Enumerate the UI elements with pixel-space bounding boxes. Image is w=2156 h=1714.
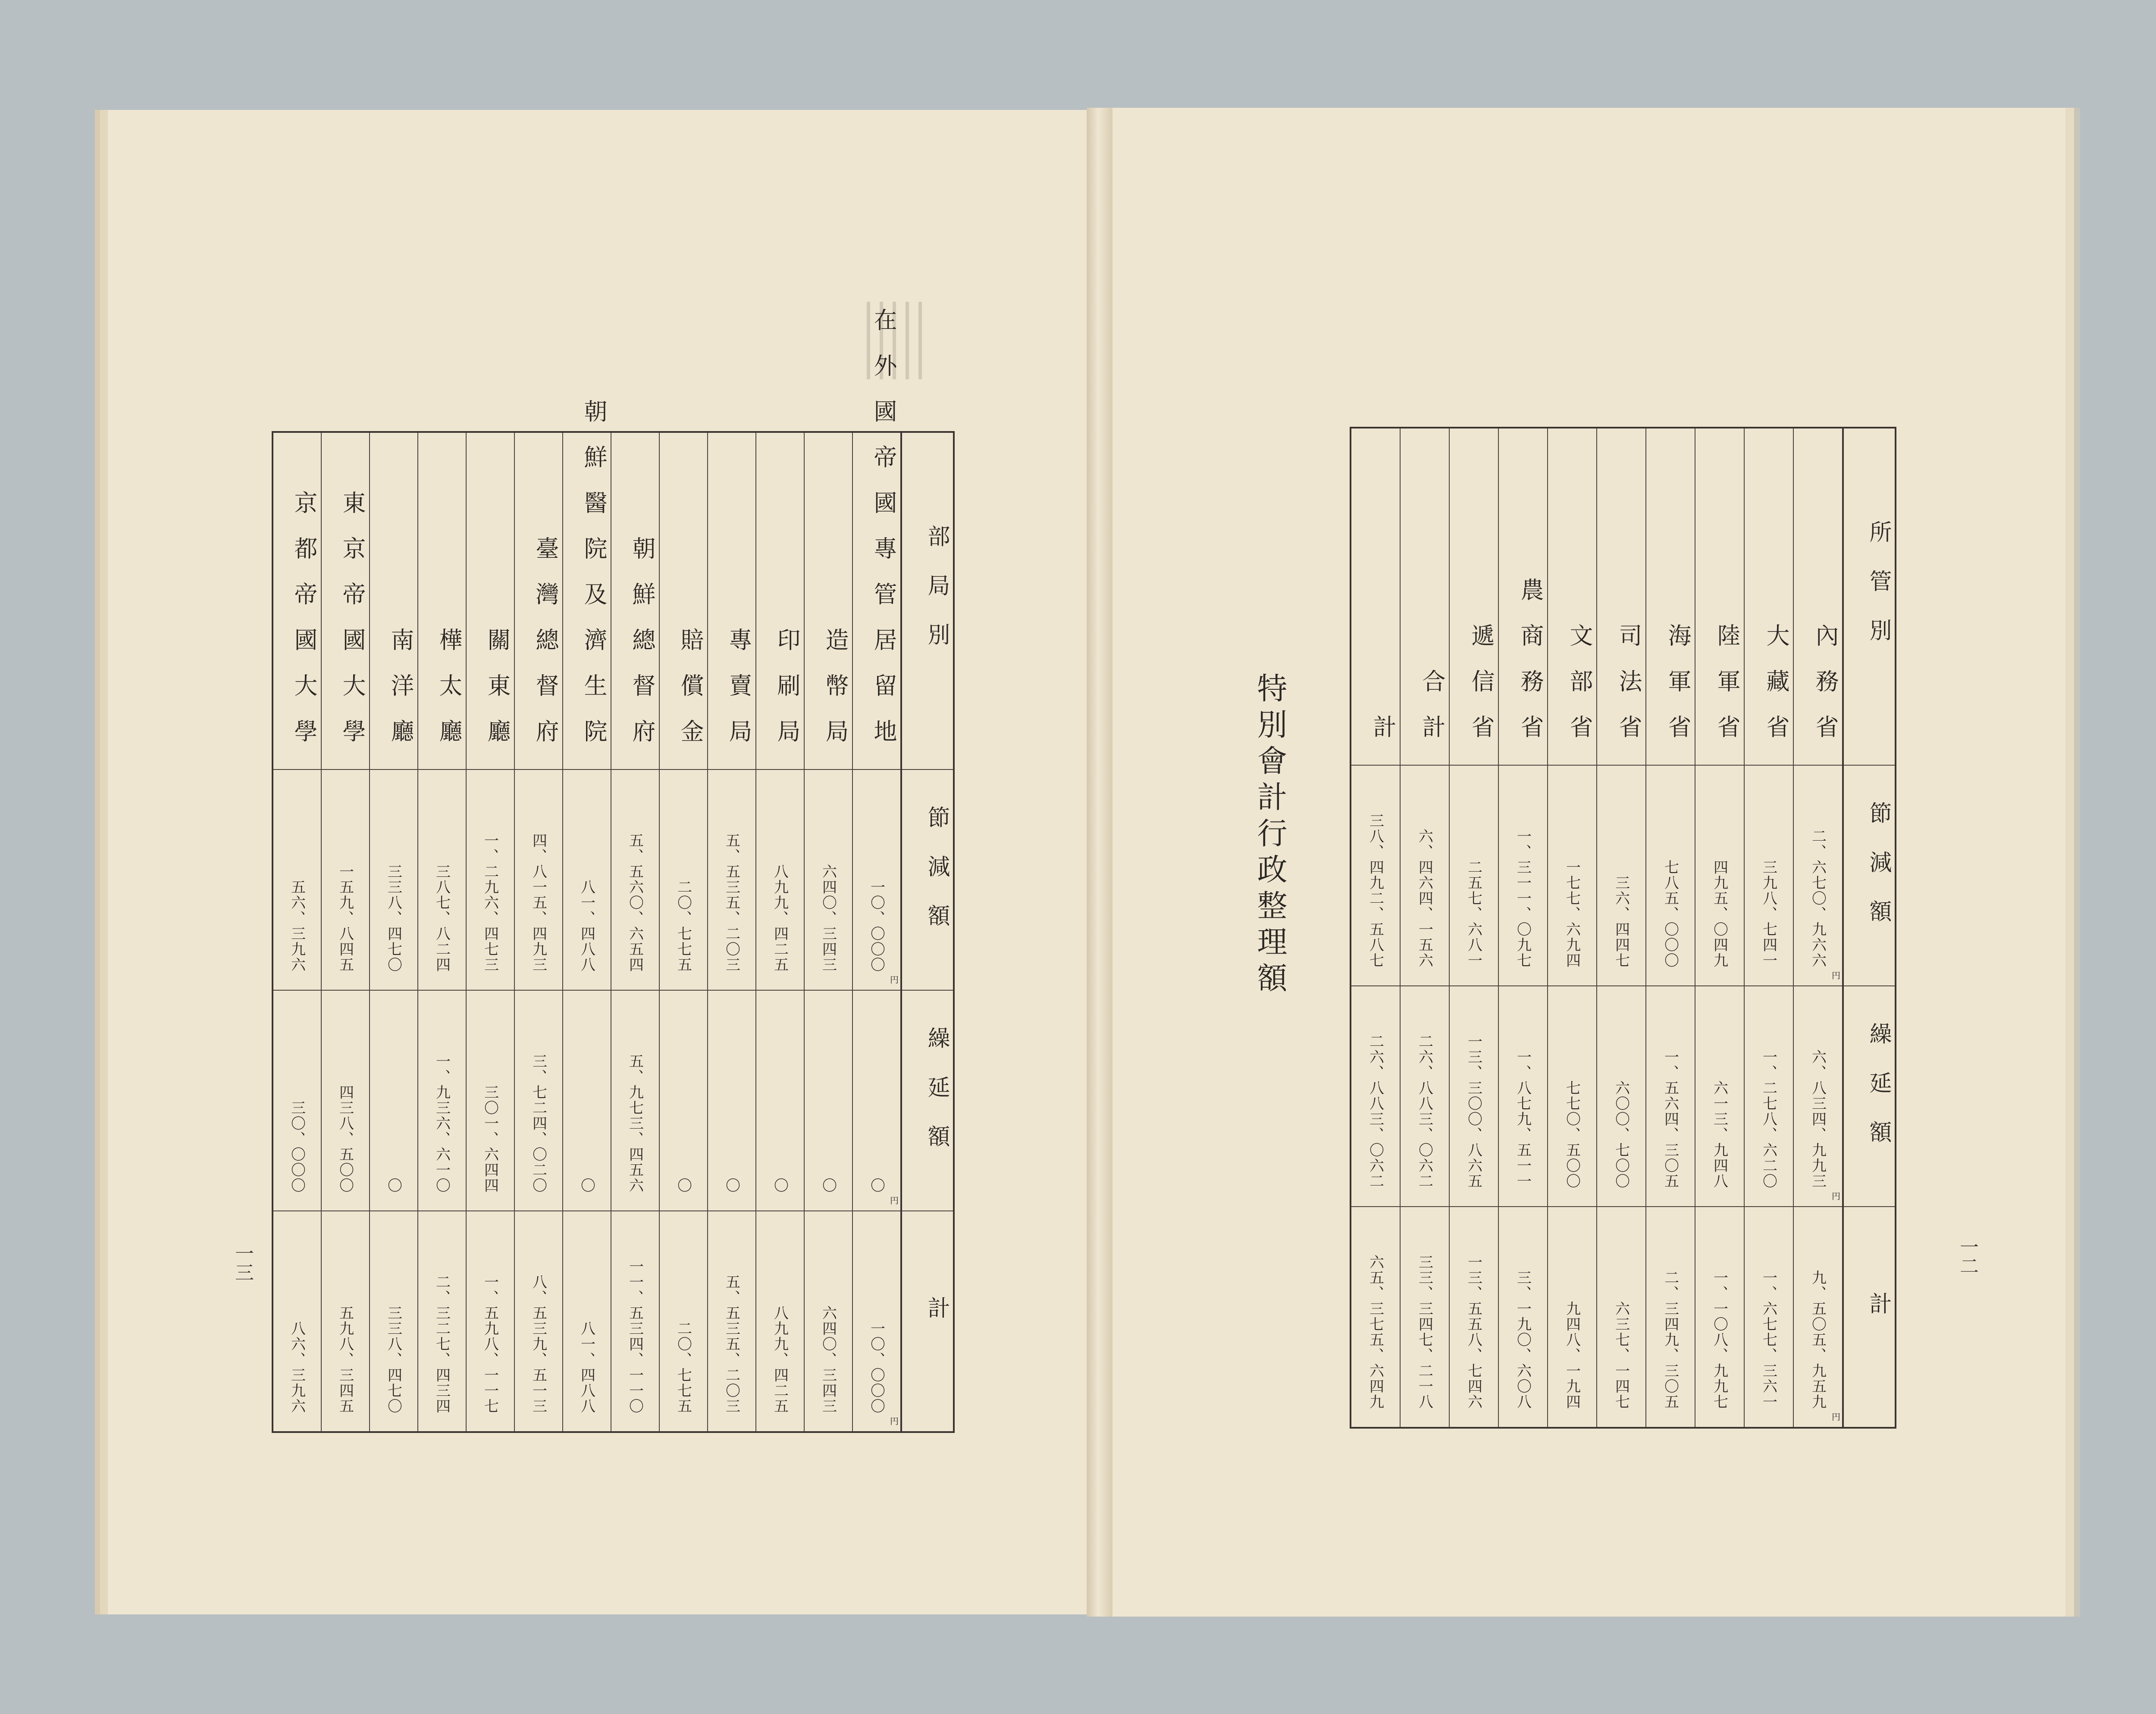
row-total-value: 八一、四八八 xyxy=(578,1321,595,1414)
right-ministry-table xyxy=(1350,427,1896,1429)
row-name-cell xyxy=(852,308,901,769)
row-name: 海軍省 xyxy=(1664,623,1692,760)
row-total-cell xyxy=(611,1211,659,1432)
row-savings-value: 六四〇、三四三 xyxy=(819,864,837,973)
header-savings-cell xyxy=(1843,765,1896,986)
row-total-cell xyxy=(1597,1207,1646,1428)
row-total-cell xyxy=(1449,1207,1498,1428)
row-name: 京都帝國大學 xyxy=(291,491,318,765)
row-deferred-value: 〇 xyxy=(723,1178,740,1193)
row-savings-cell xyxy=(756,769,804,990)
row-savings-value: 五六、三九六 xyxy=(288,879,306,973)
row-deferred-value: 二六、八八三、〇六二 xyxy=(1416,1034,1433,1189)
row-savings-value: 二、六七〇、九六六 xyxy=(1809,829,1827,968)
row-total-value: 一、一〇八、九九七 xyxy=(1711,1270,1728,1410)
row-name: 內務省 xyxy=(1812,623,1839,760)
row-total-cell xyxy=(563,1211,611,1432)
row-name-cell xyxy=(1351,428,1400,765)
header-savings-cell xyxy=(901,769,954,990)
row-deferred-cell xyxy=(273,990,321,1211)
row-total-value: 一一、五三四、一一〇 xyxy=(626,1259,644,1414)
row-total-cell xyxy=(1351,1207,1400,1428)
row-savings-cell xyxy=(708,769,756,990)
row-total-value: 一、六七七、三六一 xyxy=(1760,1270,1777,1410)
deferred-band xyxy=(1351,986,1896,1207)
header-total: 計 xyxy=(924,1296,950,1345)
row-name: 關東廳 xyxy=(484,628,511,765)
row-name-cell xyxy=(1548,428,1597,765)
row-total-cell xyxy=(708,1211,756,1432)
row-savings-value: 七八五、〇〇〇 xyxy=(1661,860,1679,968)
row-total-cell xyxy=(370,1211,418,1432)
yen-mark: 円 xyxy=(890,1195,899,1206)
row-deferred-cell xyxy=(1695,986,1744,1207)
row-name: 印刷局 xyxy=(774,628,801,765)
row-deferred-value: 三、七二四、〇二〇 xyxy=(530,1054,547,1193)
row-total-cell xyxy=(514,1211,563,1432)
row-name-cell xyxy=(321,432,370,769)
row-total-cell xyxy=(1793,1207,1843,1428)
row-savings-value: 三八七、八二四 xyxy=(433,864,451,973)
row-deferred-value: 六〇〇、七〇〇 xyxy=(1612,1080,1630,1189)
row-name-cell xyxy=(1498,428,1548,765)
row-name-cell xyxy=(1400,428,1449,765)
row-deferred-value: 五、九七三、四五六 xyxy=(626,1054,644,1193)
yen-mark: 円 xyxy=(890,1416,899,1426)
row-name-cell xyxy=(756,432,804,769)
row-total-value: 一三、五五八、七四六 xyxy=(1465,1254,1482,1410)
name-band xyxy=(273,432,954,769)
row-deferred-cell xyxy=(1400,986,1449,1207)
row-total-cell xyxy=(1498,1207,1548,1428)
row-name: 合計 xyxy=(1419,669,1446,760)
row-savings-value: 三八、四九二、五八七 xyxy=(1366,813,1384,968)
left-page-number: 一三 xyxy=(232,1244,254,1282)
row-total-cell xyxy=(273,1211,321,1432)
row-savings-value: 二〇、七七五 xyxy=(674,879,692,973)
row-savings-value: 三六、四四七 xyxy=(1612,875,1630,968)
row-savings-cell xyxy=(273,769,321,990)
row-deferred-cell xyxy=(321,990,370,1211)
row-name: 農商務省 xyxy=(1517,578,1544,760)
row-deferred-cell xyxy=(708,990,756,1211)
row-savings-value: 三九八、七四一 xyxy=(1760,860,1777,968)
name-band xyxy=(1351,428,1896,765)
row-total-value: 五九八、三四五 xyxy=(336,1305,354,1414)
row-name: 陸軍省 xyxy=(1714,623,1741,760)
row-savings-cell xyxy=(852,769,901,990)
row-deferred-value: 一、九三六、六一〇 xyxy=(433,1054,451,1193)
row-savings-cell xyxy=(1793,765,1843,986)
row-total-value: 六三七、一四七 xyxy=(1612,1301,1630,1410)
row-deferred-cell xyxy=(1351,986,1400,1207)
row-savings-value: 三三八、四七〇 xyxy=(385,864,402,973)
row-name-cell xyxy=(1597,428,1646,765)
row-name-cell xyxy=(1793,428,1843,765)
row-savings-value: 一、二九六、四七三 xyxy=(481,833,499,973)
row-name: 南洋廳 xyxy=(387,628,414,765)
row-savings-cell xyxy=(1498,765,1548,986)
row-name-cell xyxy=(273,432,321,769)
row-deferred-value: 〇 xyxy=(819,1178,837,1193)
row-savings-value: 一五九、八四五 xyxy=(336,864,354,973)
header-total-cell xyxy=(1843,1207,1896,1428)
row-total-cell xyxy=(466,1211,514,1432)
row-deferred-value: 〇 xyxy=(771,1178,789,1193)
row-name: 造幣局 xyxy=(822,628,849,765)
row-deferred-cell xyxy=(563,990,611,1211)
row-savings-cell xyxy=(370,769,418,990)
row-savings-cell xyxy=(1548,765,1597,986)
row-deferred-value: 〇 xyxy=(674,1178,692,1193)
row-total-cell xyxy=(1548,1207,1597,1428)
row-total-cell xyxy=(1646,1207,1695,1428)
header-deferred-cell xyxy=(1843,986,1896,1207)
row-name: 計 xyxy=(1369,715,1397,760)
row-total-value: 六五、三七五、六四九 xyxy=(1366,1254,1384,1410)
row-total-value: 六四〇、三四三 xyxy=(819,1305,837,1414)
row-deferred-cell xyxy=(514,990,563,1211)
row-total-value: 八六、三九六 xyxy=(288,1321,306,1414)
header-deferred: 繰延額 xyxy=(1865,1022,1891,1170)
row-deferred-cell xyxy=(1449,986,1498,1207)
yen-mark: 円 xyxy=(1832,1191,1840,1201)
row-name-cell xyxy=(611,432,659,769)
savings-band xyxy=(1351,765,1896,986)
row-total-value: 五、五三五、二〇三 xyxy=(723,1274,740,1414)
row-total-cell xyxy=(1695,1207,1744,1428)
row-deferred-value: 六、八三四、九九三 xyxy=(1809,1049,1827,1189)
row-deferred-cell xyxy=(659,990,708,1211)
row-deferred-cell xyxy=(1744,986,1793,1207)
page-title: 特別會計行政整理額 xyxy=(1252,672,1288,998)
row-savings-value: 一七七、六九四 xyxy=(1563,860,1581,968)
row-deferred-value: 一、八七九、五一一 xyxy=(1514,1049,1532,1189)
row-savings-value: 八一、四八八 xyxy=(578,879,595,973)
row-savings-value: 四九五、〇四九 xyxy=(1711,860,1728,968)
row-name: 司法省 xyxy=(1615,623,1642,760)
row-savings-value: 五、五三五、二〇三 xyxy=(723,833,740,973)
row-name: 朝鮮醫院及濟生院 xyxy=(580,399,608,765)
header-total: 計 xyxy=(1865,1292,1891,1341)
yen-mark: 円 xyxy=(1832,970,1840,981)
header-deferred-cell xyxy=(901,990,954,1211)
row-total-cell xyxy=(659,1211,708,1432)
row-name: 東京帝國大學 xyxy=(339,491,366,765)
row-savings-value: 六、四六四、一五六 xyxy=(1416,829,1433,968)
row-name: 專賣局 xyxy=(725,628,752,765)
row-savings-cell xyxy=(1351,765,1400,986)
total-band xyxy=(273,1211,954,1432)
row-savings-value: 八九九、四二五 xyxy=(771,864,789,973)
header-total-cell xyxy=(901,1211,954,1432)
row-savings-cell xyxy=(1449,765,1498,986)
row-savings-value: 二五七、六八一 xyxy=(1465,860,1482,968)
right-page-number: 一二 xyxy=(1956,1237,1978,1275)
row-deferred-cell xyxy=(418,990,466,1211)
row-total-cell xyxy=(321,1211,370,1432)
row-deferred-value: 一三、三〇〇、八六五 xyxy=(1465,1034,1482,1189)
row-savings-cell xyxy=(1646,765,1695,986)
row-deferred-value: 〇 xyxy=(385,1178,402,1193)
row-total-cell xyxy=(418,1211,466,1432)
row-total-cell xyxy=(804,1211,852,1432)
row-deferred-value: 六一三、九四八 xyxy=(1711,1080,1728,1189)
yen-mark: 円 xyxy=(1832,1412,1840,1422)
row-savings-cell xyxy=(466,769,514,990)
row-total-value: 三三、三四七、二一八 xyxy=(1416,1254,1433,1410)
row-total-cell xyxy=(852,1211,901,1432)
row-deferred-cell xyxy=(1498,986,1548,1207)
row-deferred-cell xyxy=(466,990,514,1211)
deferred-band xyxy=(273,990,954,1211)
row-savings-cell xyxy=(611,769,659,990)
row-name: 在外國帝國專管居留地 xyxy=(870,308,897,765)
row-total-value: 一〇、〇〇〇 xyxy=(868,1321,885,1414)
yen-mark: 円 xyxy=(890,975,899,985)
row-deferred-value: 七七〇、五〇〇 xyxy=(1563,1080,1581,1189)
row-name-cell xyxy=(804,432,852,769)
row-savings-cell xyxy=(1400,765,1449,986)
row-deferred-value: 〇 xyxy=(578,1178,595,1193)
row-deferred-cell xyxy=(1597,986,1646,1207)
row-name-cell xyxy=(370,432,418,769)
row-name-cell xyxy=(1744,428,1793,765)
row-total-cell xyxy=(1744,1207,1793,1428)
row-name: 大藏省 xyxy=(1763,623,1790,760)
row-name-cell xyxy=(418,432,466,769)
row-name-cell xyxy=(563,399,611,769)
left-department-table xyxy=(272,308,955,1433)
row-deferred-value: 二六、八八三、〇六二 xyxy=(1366,1034,1384,1189)
row-deferred-cell xyxy=(804,990,852,1211)
row-total-value: 八、五三九、五一三 xyxy=(530,1274,547,1414)
header-deferred: 繰延額 xyxy=(924,1026,950,1174)
row-deferred-value: 一、五六四、三〇五 xyxy=(1661,1049,1679,1189)
row-name-cell xyxy=(1695,428,1744,765)
row-deferred-value: 三〇一、六四四 xyxy=(481,1085,499,1193)
row-name: 朝鮮總督府 xyxy=(629,536,656,765)
header-name-cell xyxy=(1843,428,1896,765)
row-deferred-value: 三〇、〇〇〇 xyxy=(288,1100,306,1193)
row-savings-value: 一〇、〇〇〇 xyxy=(868,879,885,973)
row-name: 文部省 xyxy=(1566,623,1593,760)
row-total-value: 二、三二七、四三四 xyxy=(433,1274,451,1414)
row-savings-cell xyxy=(418,769,466,990)
row-name-cell xyxy=(1449,428,1498,765)
row-deferred-cell xyxy=(611,990,659,1211)
row-total-value: 八九九、四二五 xyxy=(771,1305,789,1414)
row-deferred-cell xyxy=(1548,986,1597,1207)
row-name-cell xyxy=(708,432,756,769)
row-name: 賠償金 xyxy=(677,628,704,765)
total-band xyxy=(1351,1207,1896,1428)
row-savings-value: 五、五六〇、六五四 xyxy=(626,833,644,973)
row-name-cell xyxy=(466,432,514,769)
row-name: 樺太廳 xyxy=(436,628,463,765)
row-total-value: 九四八、一九四 xyxy=(1563,1301,1581,1410)
row-total-value: 一、五九八、一一七 xyxy=(481,1274,499,1414)
row-savings-value: 一、三一一、〇九七 xyxy=(1514,829,1532,968)
header-savings: 節減額 xyxy=(1865,801,1891,949)
row-total-value: 九、五〇五、九五九 xyxy=(1809,1270,1827,1410)
row-savings-cell xyxy=(563,769,611,990)
row-name-cell xyxy=(514,432,563,769)
header-name-cell xyxy=(901,432,954,769)
book-gutter xyxy=(1087,108,1112,1617)
row-name: 遞信省 xyxy=(1468,623,1495,760)
row-deferred-cell xyxy=(370,990,418,1211)
row-savings-cell xyxy=(804,769,852,990)
row-savings-cell xyxy=(1744,765,1793,986)
savings-band xyxy=(273,769,954,990)
row-deferred-cell xyxy=(1646,986,1695,1207)
row-savings-cell xyxy=(321,769,370,990)
row-name-cell xyxy=(659,432,708,769)
row-savings-cell xyxy=(659,769,708,990)
row-savings-cell xyxy=(1597,765,1646,986)
row-savings-value: 四、八一五、四九三 xyxy=(530,833,547,973)
row-total-value: 二、三四九、三〇五 xyxy=(1661,1270,1679,1410)
row-deferred-value: 四三八、五〇〇 xyxy=(336,1085,354,1193)
row-total-value: 三三八、四七〇 xyxy=(385,1305,402,1414)
row-total-cell xyxy=(756,1211,804,1432)
header-name: 部局別 xyxy=(924,525,950,672)
header-savings: 節減額 xyxy=(924,806,950,953)
row-savings-cell xyxy=(1695,765,1744,986)
row-deferred-cell xyxy=(852,990,901,1211)
row-total-value: 三、一九〇、六〇八 xyxy=(1514,1270,1532,1410)
header-name: 所管別 xyxy=(1865,520,1891,668)
row-total-value: 二〇、七七五 xyxy=(674,1321,692,1414)
row-name: 臺灣總督府 xyxy=(532,536,559,765)
row-deferred-cell xyxy=(1793,986,1843,1207)
row-total-cell xyxy=(1400,1207,1449,1428)
row-deferred-cell xyxy=(756,990,804,1211)
row-savings-cell xyxy=(514,769,563,990)
row-deferred-value: 一、二七八、六二〇 xyxy=(1760,1049,1777,1189)
row-name-cell xyxy=(1646,428,1695,765)
row-deferred-value: 〇 xyxy=(868,1178,885,1193)
